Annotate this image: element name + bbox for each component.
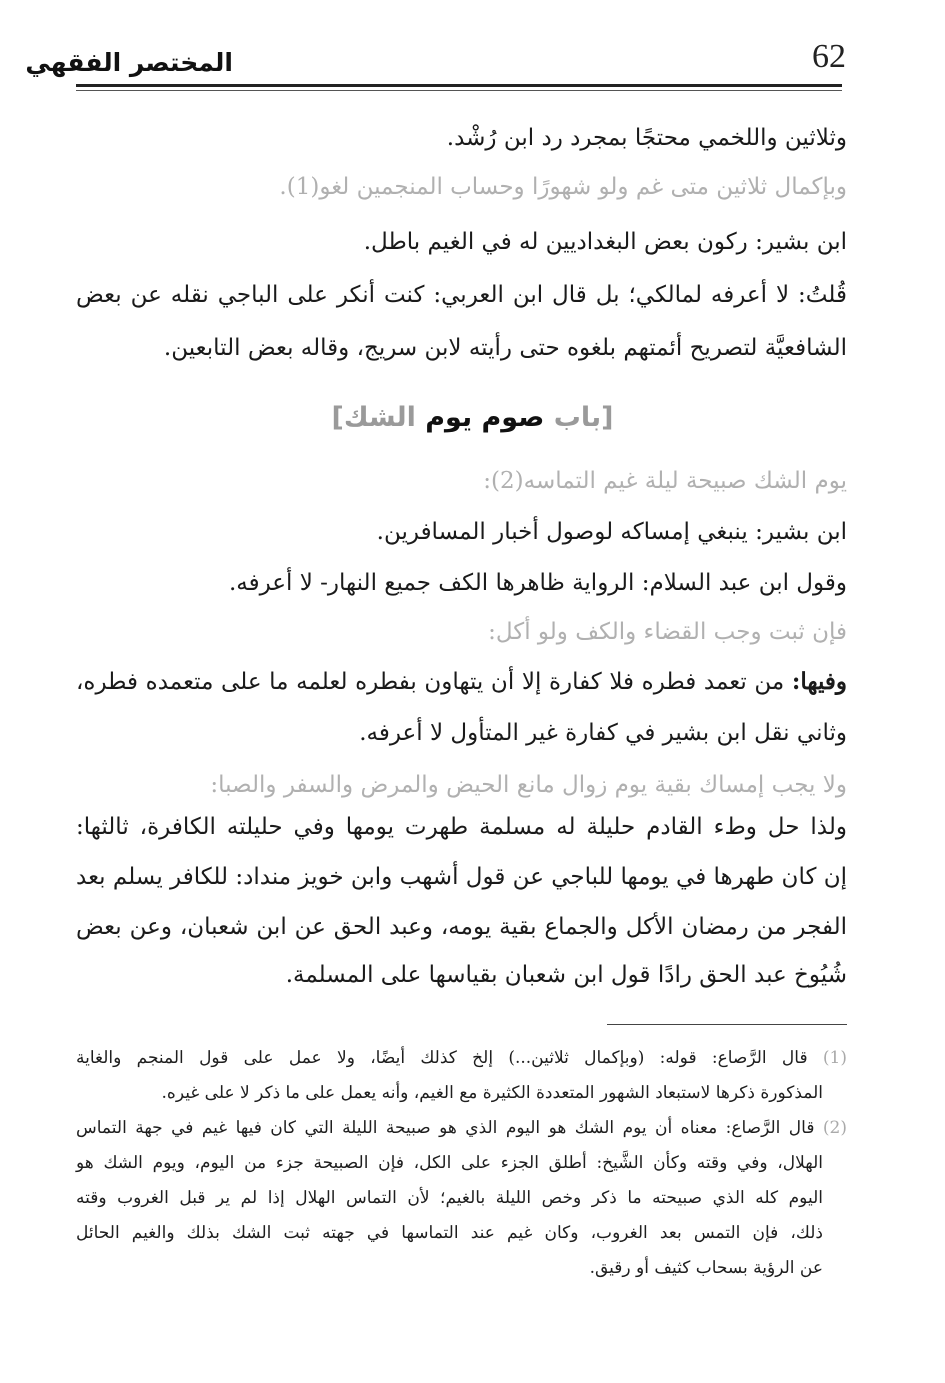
body-line-3: ابن بشير: ركون بعض البغداديين له في الغيم باطل. xyxy=(363,229,847,255)
body-line-2: وبإكمال ثلاثين متى غم ولو شهورًا وحساب المنجمين لغو(1). xyxy=(279,174,847,200)
body-line-16: شُيُوخ عبد الحق رادًا قول ابن شعبان بقياسها على المسلمة. xyxy=(285,962,847,988)
footnote-2-line-4: ذلك، فإن التمس بعد الغروب، وكان غيم عند التماسها في جهته ثبت الشك بذلك والغيم الحائل xyxy=(76,1223,823,1243)
header-rule xyxy=(76,84,842,87)
body-line-7: ابن بشير: ينبغي إمساكه لوصول أخبار المسافرين. xyxy=(376,519,847,545)
body-line-10 xyxy=(76,667,847,697)
body-line-5: الشافعيَّة لتصريح أئمتهم بلغوه حتى رأيته لابن سريج، وقاله بعض التابعين. xyxy=(163,335,847,361)
footnote-1-marker: (1) xyxy=(822,1048,847,1068)
footnote-2-line-5: عن الرؤية بسحاب كثيف أو رقيق. xyxy=(589,1258,823,1278)
footnote-2-marker: (2) xyxy=(822,1118,847,1138)
body-line-10-rest: من تعمد فطره فلا كفارة إلا أن يتهاون بفطره لعلمه ما على متعمده فطره، xyxy=(76,669,785,695)
footnote-2-text: قال الرَّصاع: معناه أن يوم الشك هو اليوم الذي هو صبيحة الليلة التي كان فيها غيم في جهة التماس xyxy=(76,1118,815,1138)
section-heading xyxy=(0,402,945,433)
body-line-1: وثلاثين واللخمي محتجًا بمجرد رد ابن رُشْد. xyxy=(446,125,847,151)
body-line-14: إن كان طهرها في يومها للباجي عن قول أشهب وابن خويز منداد: للكافر يسلم بعد xyxy=(76,864,847,890)
page-number: 62 xyxy=(812,38,846,75)
body-line-6: يوم الشك صبيحة ليلة غيم التماسه(2): xyxy=(483,468,847,494)
section-heading-bracket: [باب xyxy=(553,402,614,433)
footnote-1-text: قال الرَّصاع: قوله: (وبإكمال ثلاثين...) إلخ كذلك أيضًا، ولا عمل على قول المنجم والغاية xyxy=(76,1048,808,1068)
body-line-10-lead: وفيها: xyxy=(791,668,847,695)
footnote-1-line-1 xyxy=(76,1045,847,1071)
body-line-4: قُلتُ: لا أعرفه لمالكي؛ بل قال ابن العربي: كنت أنكر على الباجي نقله عن بعض xyxy=(76,282,847,308)
section-heading-main: صوم يوم xyxy=(425,402,545,433)
footnote-2-line-2: الهلال، وفي وقته وكأن الشَّيخ: أطلق الجزء على الكل، فإن الصبيحة جزء من اليوم، ويوم الشك هو xyxy=(76,1153,823,1173)
body-line-12: ولا يجب إمساك بقية يوم زوال مانع الحيض والمرض والسفر والصبا: xyxy=(210,772,847,798)
section-heading-end: الشك] xyxy=(331,402,416,433)
footnote-2-line-1 xyxy=(76,1115,847,1141)
body-line-13: ولذا حل وطء القادم حليلة له مسلمة طهرت يومها وفي حليلته الكافرة، ثالثها: xyxy=(76,814,847,840)
body-line-8: وقول ابن عبد السلام: الرواية ظاهرها الكف جميع النهار- لا أعرفه. xyxy=(228,570,847,596)
footnote-1-line-2: المذكورة ذكرها لاستبعاد الشهور المتعددة الكثيرة مع الغيم، وأنه يعمل على ما ذكر لا على غيره. xyxy=(161,1083,823,1103)
footnote-rule xyxy=(607,1024,847,1025)
footnote-2-line-3: اليوم كله الذي صبيحته ما ذكر وخص الليلة بالغيم؛ لأن التماس الهلال إذا لم ير قبل الغروب وقته xyxy=(76,1188,823,1208)
header-rule-thin xyxy=(76,90,842,91)
running-title: المختصر الفقهي xyxy=(25,48,233,77)
body-line-9: فإن ثبت وجب القضاء والكف ولو أكل: xyxy=(488,619,847,645)
body-line-11: وثاني نقل ابن بشير في كفارة غير المتأول لا أعرفه. xyxy=(359,720,847,746)
body-line-15: الفجر من رمضان الأكل والجماع بقية يومه، وعبد الحق عن ابن شعبان، وعن بعض xyxy=(76,914,847,940)
